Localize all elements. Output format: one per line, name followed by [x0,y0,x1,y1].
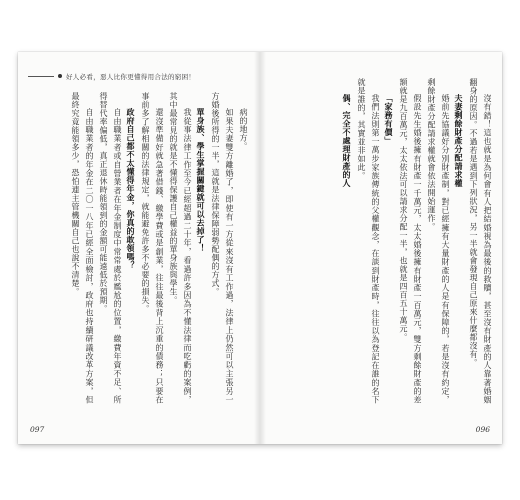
right-page-body [270,78,494,404]
right-page [260,52,502,444]
body-paragraph: 假設先生婚後擁有財產一千萬元，太太婚後擁有財產一百萬元，雙方剩餘財產的差額就是九百萬元，太太依法可以請求分配一半，也就是四百五十萬元。 [399,78,422,404]
book-spread [18,52,502,444]
body-paragraph: 自由職業者的年金在二〇一八年已經全面檢討，政府也持續研議改革方案，但最終究竟能領多少，恐怕連主管機關自己也說不清楚。 [71,92,94,404]
running-head-rule [28,76,54,77]
body-paragraph: 沒有錯！這也就是為何會有人把結婚視為最後的救贖，甚至沒有財產的人靠著婚姻翻身的原因。不過若是遇到下列狀況，另一半就會發現自己原來什麼都沒有。 [469,78,492,404]
section-heading: 政府自己都不太懂得年金，你真的敢領嗎？ [126,108,136,270]
body-paragraph: 自由職業者或自營業者在年金制度中常常處於尷尬的位置，繳費年資不足、所得替代率偏低，真正退休時能領到的金額可能遠低於預期。 [99,92,122,404]
body-paragraph: 我從事法律工作至今已經超過二十年，看過許多因為不懂法律而吃虧的案例，其中最常見的就是不懂得保護自己權益的單身族與學生。 [169,92,192,404]
running-head-text: 好人必看，惡人比你更懂得用合法的窮困！ [66,72,196,81]
body-paragraph: 我們法則第一萬步家族傳統的父權觀念，在談到財產時，往往以為登記在誰的名下就是誰的，其實並非如此。 [357,78,380,404]
left-page [18,52,260,444]
page-number-left: 097 [30,425,45,434]
running-head [28,70,228,82]
body-paragraph: 婚前先協議好分別財產制，對已經擁有大量財產的人是有保障的，若是沒有約定，剩餘財產分配請求權就會依法開始運作。 [427,78,450,404]
body-paragraph: 病的地方。 [239,108,248,151]
body-paragraph: 如果夫妻雙方離婚了，即使有一方從來沒有工作過，法律上仍然可以主張另一方婚後所得的一半，這就是法律保障弱勢配偶的方式。 [211,92,234,404]
running-head-bullet-icon [58,74,62,78]
highlight-text: 偶、完全不處理財產的人 [342,94,352,188]
section-heading: 單身族、學生掌握關鍵就可以去掉了！ [196,108,206,253]
highlight-text: 「家務有價」 [384,94,394,145]
left-page-body [32,92,250,404]
body-paragraph: 還沒準備好就急著借錢、繳學費或是創業，往往最後背上沉重的債務；只要在事前多了解相關的法律規定，就能避免許多不必要的損失。 [141,92,164,404]
page-number-right: 096 [475,425,490,434]
highlight-text: 夫妻剩餘財產分配請求權 [454,94,464,188]
